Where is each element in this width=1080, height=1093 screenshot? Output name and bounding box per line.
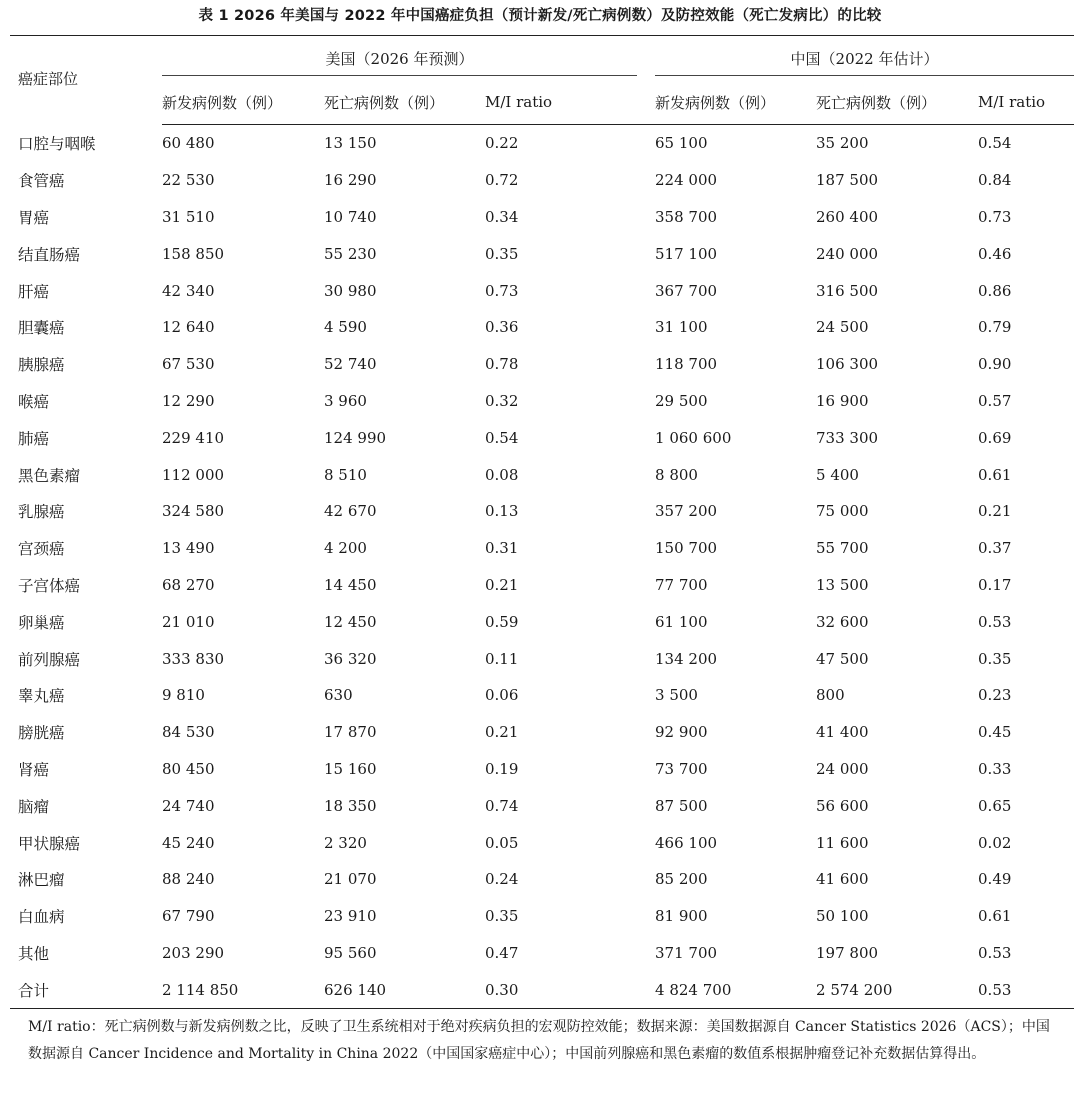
us-deaths-cell: 630 bbox=[324, 686, 353, 705]
china-incidence-cell: 466 100 bbox=[655, 833, 718, 852]
china-deaths-cell: 50 100 bbox=[816, 907, 869, 926]
china-mi-ratio-cell: 0.17 bbox=[978, 575, 1012, 594]
china-incidence-cell: 77 700 bbox=[655, 575, 708, 594]
china-incidence-cell: 29 500 bbox=[655, 391, 708, 410]
table-row bbox=[10, 824, 1074, 861]
china-incidence-cell: 73 700 bbox=[655, 759, 708, 778]
china-incidence-cell: 367 700 bbox=[655, 281, 718, 300]
china-mi-ratio-cell: 0.86 bbox=[978, 281, 1012, 300]
china-incidence-cell: 65 100 bbox=[655, 134, 708, 153]
table-row bbox=[10, 346, 1074, 383]
china-deaths-cell: 800 bbox=[816, 686, 845, 705]
china-mi-ratio-cell: 0.33 bbox=[978, 759, 1012, 778]
china-deaths-cell: 316 500 bbox=[816, 281, 879, 300]
us-mi-ratio-cell: 0.31 bbox=[485, 539, 519, 558]
us-deaths-cell: 13 150 bbox=[324, 134, 377, 153]
table-footnote: M/I ratio：死亡病例数与新发病例数之比，反映了卫生系统相对于绝对疾病负担的宏观防控效能；数据来源：美国数据源自 Cancer Statistics 2026（ACS）；中国数据源自 Cancer Incidence and Mortality in China 2022（中国国家癌症中心）；中国前列腺癌和黑色素瘤的数值系根据肿瘤登记补充数据估算得出。 bbox=[28, 1019, 1050, 1062]
china-incidence-cell: 134 200 bbox=[655, 649, 718, 668]
table-row bbox=[10, 419, 1074, 456]
us-mi-ratio-cell: 0.22 bbox=[485, 134, 519, 153]
table-body bbox=[10, 125, 1074, 1009]
cancer-site-cell: 结直肠癌 bbox=[18, 245, 81, 264]
us-incidence-cell: 112 000 bbox=[162, 465, 225, 484]
cancer-site-cell: 乳腺癌 bbox=[18, 503, 65, 522]
china-mi-ratio-cell: 0.65 bbox=[978, 796, 1012, 815]
china-deaths-cell: 5 400 bbox=[816, 465, 859, 484]
us-deaths-cell: 14 450 bbox=[324, 575, 377, 594]
us-incidence-cell: 158 850 bbox=[162, 244, 225, 263]
china-deaths-cell: 11 600 bbox=[816, 833, 869, 852]
us-deaths-cell: 4 590 bbox=[324, 318, 367, 337]
table-row bbox=[10, 235, 1074, 272]
us-mi-ratio-cell: 0.24 bbox=[485, 870, 519, 889]
us-mi-ratio-cell: 0.35 bbox=[485, 907, 519, 926]
china-mi-ratio-cell: 0.23 bbox=[978, 686, 1012, 705]
us-mi-ratio-cell: 0.36 bbox=[485, 318, 519, 337]
us-incidence-cell: 12 640 bbox=[162, 318, 215, 337]
us-mi-ratio-cell: 0.54 bbox=[485, 428, 519, 447]
china-deaths-cell: 75 000 bbox=[816, 502, 869, 521]
china-deaths-cell: 41 400 bbox=[816, 723, 869, 742]
us-deaths-cell: 8 510 bbox=[324, 465, 367, 484]
china-group-header: 中国（2022 年估计） bbox=[655, 36, 1074, 83]
us-incidence-cell: 84 530 bbox=[162, 723, 215, 742]
us-mi-ratio-cell: 0.32 bbox=[485, 391, 519, 410]
us-deaths-cell: 16 290 bbox=[324, 171, 377, 190]
cancer-site-cell: 膀胱癌 bbox=[18, 724, 65, 743]
table-row bbox=[10, 640, 1074, 677]
cancer-site-cell: 肝癌 bbox=[18, 282, 50, 301]
us-mi-ratio-cell: 0.21 bbox=[485, 575, 519, 594]
table-row bbox=[10, 935, 1074, 972]
table-row bbox=[10, 162, 1074, 199]
table-row bbox=[10, 530, 1074, 567]
table-row bbox=[10, 125, 1074, 162]
china-deaths-cell: 187 500 bbox=[816, 171, 879, 190]
us-incidence-cell: 2 114 850 bbox=[162, 971, 324, 1008]
table-row bbox=[10, 383, 1074, 420]
table-row bbox=[10, 861, 1074, 898]
us-deaths-cell: 36 320 bbox=[324, 649, 377, 668]
cancer-site-cell: 卵巢癌 bbox=[18, 613, 65, 632]
china-deaths-cell: 24 000 bbox=[816, 759, 869, 778]
table-row bbox=[10, 309, 1074, 346]
china-incidence-cell: 150 700 bbox=[655, 539, 718, 558]
china-mi-ratio-cell: 0.49 bbox=[978, 870, 1012, 889]
us-deaths-cell: 10 740 bbox=[324, 207, 377, 226]
china-mi-ratio-cell: 0.79 bbox=[978, 318, 1012, 337]
cancer-site-cell: 肺癌 bbox=[18, 429, 50, 448]
us-incidence-cell: 88 240 bbox=[162, 870, 215, 889]
us-incidence-cell: 67 530 bbox=[162, 355, 215, 374]
china-mi-ratio-cell: 0.57 bbox=[978, 391, 1012, 410]
us-deaths-cell: 30 980 bbox=[324, 281, 377, 300]
table-row bbox=[10, 898, 1074, 935]
cancer-site-cell: 甲状腺癌 bbox=[18, 834, 81, 853]
us-deaths-cell: 95 560 bbox=[324, 943, 377, 962]
china-deaths-cell: 260 400 bbox=[816, 207, 879, 226]
china-incidence-cell: 4 824 700 bbox=[655, 971, 816, 1008]
us-mi-ratio-cell: 0.47 bbox=[485, 943, 519, 962]
table-row bbox=[10, 971, 1074, 1008]
us-incidence-cell: 333 830 bbox=[162, 649, 225, 668]
cancer-site-cell: 胃癌 bbox=[18, 208, 50, 227]
us-mi-ratio-cell: 0.73 bbox=[485, 281, 519, 300]
china-deaths-cell: 2 574 200 bbox=[816, 971, 978, 1008]
us-deaths-cell: 52 740 bbox=[324, 355, 377, 374]
china-incidence-cell: 87 500 bbox=[655, 796, 708, 815]
us-incidence-cell: 324 580 bbox=[162, 502, 225, 521]
table-row bbox=[10, 677, 1074, 714]
china-mi-ratio-cell: 0.84 bbox=[978, 171, 1012, 190]
table-row bbox=[10, 567, 1074, 604]
us-deaths-cell: 21 070 bbox=[324, 870, 377, 889]
china-incidence-cell: 85 200 bbox=[655, 870, 708, 889]
us-deaths-cell: 23 910 bbox=[324, 907, 377, 926]
china-deaths-cell: 16 900 bbox=[816, 391, 869, 410]
us-deaths-cell: 55 230 bbox=[324, 244, 377, 263]
us-mi-ratio-cell: 0.21 bbox=[485, 723, 519, 742]
china-deaths-cell: 106 300 bbox=[816, 355, 879, 374]
cancer-site-cell: 肾癌 bbox=[18, 760, 50, 779]
us-incidence-cell: 12 290 bbox=[162, 391, 215, 410]
china-mi-ratio-cell: 0.61 bbox=[978, 907, 1012, 926]
cancer-site-cell: 白血病 bbox=[18, 908, 65, 927]
us-incidence-cell: 80 450 bbox=[162, 759, 215, 778]
china-incidence-header: 新发病例数（例） bbox=[655, 82, 816, 125]
cancer-site-cell: 胰腺癌 bbox=[18, 356, 65, 375]
us-group-header: 美国（2026 年预测） bbox=[162, 36, 655, 83]
us-incidence-cell: 45 240 bbox=[162, 833, 215, 852]
cancer-site-cell: 淋巴瘤 bbox=[18, 871, 65, 890]
china-incidence-cell: 3 500 bbox=[655, 686, 698, 705]
us-incidence-cell: 22 530 bbox=[162, 171, 215, 190]
cancer-site-cell: 子宫体癌 bbox=[18, 576, 81, 595]
us-deaths-cell: 124 990 bbox=[324, 428, 387, 447]
table-row bbox=[10, 787, 1074, 824]
china-mi-ratio-cell: 0.21 bbox=[978, 502, 1012, 521]
us-incidence-cell: 68 270 bbox=[162, 575, 215, 594]
us-mi-ratio-cell: 0.13 bbox=[485, 502, 519, 521]
china-mi-ratio-cell: 0.69 bbox=[978, 428, 1012, 447]
us-mi-ratio-cell: 0.34 bbox=[485, 207, 519, 226]
china-deaths-cell: 733 300 bbox=[816, 428, 879, 447]
us-mi-ratio-cell: 0.30 bbox=[485, 971, 655, 1008]
site-column-header: 癌症部位 bbox=[10, 36, 162, 125]
cancer-site-cell: 其他 bbox=[18, 944, 50, 963]
china-deaths-cell: 24 500 bbox=[816, 318, 869, 337]
china-deaths-cell: 197 800 bbox=[816, 943, 879, 962]
china-incidence-cell: 81 900 bbox=[655, 907, 708, 926]
us-mi-ratio-header: M/I ratio bbox=[485, 82, 655, 125]
us-incidence-cell: 24 740 bbox=[162, 796, 215, 815]
china-incidence-cell: 517 100 bbox=[655, 244, 718, 263]
china-deaths-cell: 13 500 bbox=[816, 575, 869, 594]
china-mi-ratio-cell: 0.73 bbox=[978, 207, 1012, 226]
us-incidence-cell: 229 410 bbox=[162, 428, 225, 447]
us-incidence-cell: 203 290 bbox=[162, 943, 225, 962]
us-deaths-cell: 2 320 bbox=[324, 833, 367, 852]
china-incidence-cell: 31 100 bbox=[655, 318, 708, 337]
table-row bbox=[10, 493, 1074, 530]
china-deaths-cell: 55 700 bbox=[816, 539, 869, 558]
us-mi-ratio-cell: 0.59 bbox=[485, 612, 519, 631]
china-deaths-header: 死亡病例数（例） bbox=[816, 82, 978, 125]
table-row bbox=[10, 272, 1074, 309]
cancer-burden-table bbox=[10, 35, 1074, 1009]
china-mi-ratio-cell: 0.46 bbox=[978, 244, 1012, 263]
china-deaths-cell: 32 600 bbox=[816, 612, 869, 631]
us-deaths-cell: 3 960 bbox=[324, 391, 367, 410]
china-mi-ratio-cell: 0.37 bbox=[978, 539, 1012, 558]
table-caption: 表 1 2026 年美国与 2022 年中国癌症负担（预计新发/死亡病例数）及防控效能（死亡发病比）的比较 bbox=[198, 8, 882, 24]
us-mi-ratio-cell: 0.78 bbox=[485, 355, 519, 374]
china-mi-ratio-cell: 0.53 bbox=[978, 971, 1074, 1008]
us-mi-ratio-cell: 0.72 bbox=[485, 171, 519, 190]
us-mi-ratio-cell: 0.35 bbox=[485, 244, 519, 263]
cancer-site-cell: 喉癌 bbox=[18, 392, 50, 411]
cancer-site-cell: 黑色素瘤 bbox=[18, 466, 81, 485]
china-incidence-cell: 1 060 600 bbox=[655, 428, 732, 447]
china-deaths-cell: 240 000 bbox=[816, 244, 879, 263]
china-mi-ratio-cell: 0.54 bbox=[978, 134, 1012, 153]
us-incidence-cell: 31 510 bbox=[162, 207, 215, 226]
us-deaths-header: 死亡病例数（例） bbox=[324, 82, 485, 125]
china-mi-ratio-cell: 0.45 bbox=[978, 723, 1012, 742]
us-deaths-cell: 12 450 bbox=[324, 612, 377, 631]
cancer-site-cell: 合计 bbox=[10, 971, 162, 1008]
cancer-site-cell: 口腔与咽喉 bbox=[18, 135, 96, 154]
china-mi-ratio-cell: 0.53 bbox=[978, 612, 1012, 631]
us-mi-ratio-cell: 0.11 bbox=[485, 649, 519, 668]
china-deaths-cell: 41 600 bbox=[816, 870, 869, 889]
china-incidence-cell: 61 100 bbox=[655, 612, 708, 631]
china-incidence-cell: 8 800 bbox=[655, 465, 698, 484]
us-incidence-cell: 21 010 bbox=[162, 612, 215, 631]
china-mi-ratio-cell: 0.61 bbox=[978, 465, 1012, 484]
china-mi-ratio-cell: 0.35 bbox=[978, 649, 1012, 668]
table-row bbox=[10, 456, 1074, 493]
china-deaths-cell: 47 500 bbox=[816, 649, 869, 668]
china-mi-ratio-cell: 0.02 bbox=[978, 833, 1012, 852]
us-incidence-cell: 42 340 bbox=[162, 281, 215, 300]
cancer-site-cell: 睾丸癌 bbox=[18, 687, 65, 706]
cancer-site-cell: 前列腺癌 bbox=[18, 650, 81, 669]
us-incidence-cell: 60 480 bbox=[162, 134, 215, 153]
china-incidence-cell: 358 700 bbox=[655, 207, 718, 226]
table-row bbox=[10, 714, 1074, 751]
cancer-site-cell: 胆囊癌 bbox=[18, 319, 65, 338]
cancer-site-cell: 宫颈癌 bbox=[18, 540, 65, 559]
us-mi-ratio-cell: 0.05 bbox=[485, 833, 519, 852]
us-deaths-cell: 626 140 bbox=[324, 971, 485, 1008]
china-incidence-cell: 371 700 bbox=[655, 943, 718, 962]
us-deaths-cell: 42 670 bbox=[324, 502, 377, 521]
us-mi-ratio-cell: 0.06 bbox=[485, 686, 519, 705]
us-mi-ratio-cell: 0.08 bbox=[485, 465, 519, 484]
us-deaths-cell: 17 870 bbox=[324, 723, 377, 742]
us-deaths-cell: 18 350 bbox=[324, 796, 377, 815]
cancer-site-cell: 脑瘤 bbox=[18, 797, 50, 816]
us-incidence-header: 新发病例数（例） bbox=[162, 82, 324, 125]
us-incidence-cell: 13 490 bbox=[162, 539, 215, 558]
us-incidence-cell: 9 810 bbox=[162, 686, 205, 705]
china-deaths-cell: 56 600 bbox=[816, 796, 869, 815]
china-deaths-cell: 35 200 bbox=[816, 134, 869, 153]
china-incidence-cell: 357 200 bbox=[655, 502, 718, 521]
us-deaths-cell: 4 200 bbox=[324, 539, 367, 558]
china-mi-ratio-cell: 0.53 bbox=[978, 943, 1012, 962]
cancer-site-cell: 食管癌 bbox=[18, 172, 65, 191]
table-row bbox=[10, 199, 1074, 236]
us-mi-ratio-cell: 0.74 bbox=[485, 796, 519, 815]
china-mi-ratio-cell: 0.90 bbox=[978, 355, 1012, 374]
table-row bbox=[10, 751, 1074, 788]
us-deaths-cell: 15 160 bbox=[324, 759, 377, 778]
china-incidence-cell: 224 000 bbox=[655, 171, 718, 190]
table-row bbox=[10, 603, 1074, 640]
china-incidence-cell: 118 700 bbox=[655, 355, 718, 374]
china-mi-ratio-header: M/I ratio bbox=[978, 82, 1074, 125]
us-incidence-cell: 67 790 bbox=[162, 907, 215, 926]
china-incidence-cell: 92 900 bbox=[655, 723, 708, 742]
us-mi-ratio-cell: 0.19 bbox=[485, 759, 519, 778]
